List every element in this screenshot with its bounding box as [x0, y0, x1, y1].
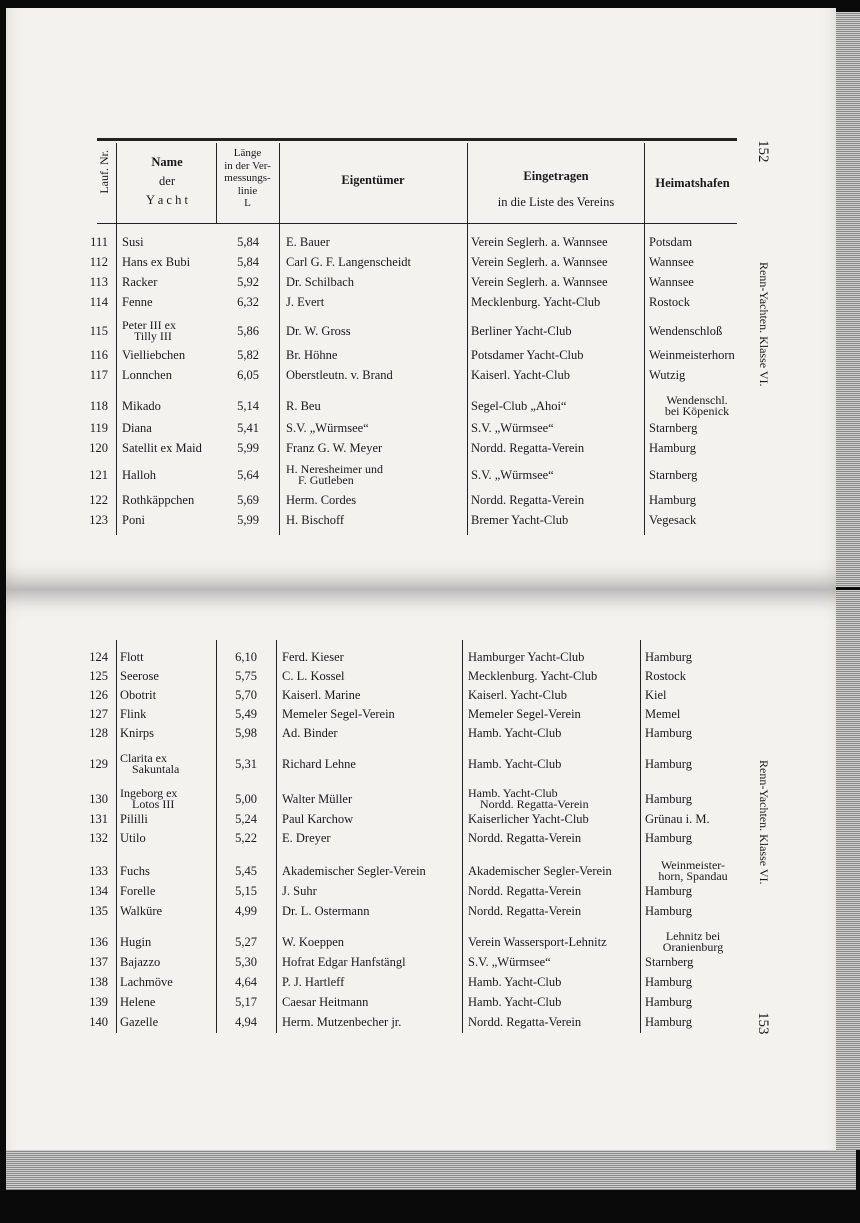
header-heimatshafen: Heimatshafen — [655, 176, 730, 190]
cell-laenge: 6,05 — [237, 368, 259, 382]
cell-verein: Nordd. Regatta-Verein — [468, 1015, 582, 1029]
cell-hafen: Rostock — [649, 295, 690, 309]
cell-verein — [468, 788, 646, 810]
cell-eigentuemer: Oberstleutn. v. Brand — [286, 368, 393, 382]
cell-nr: 123 — [89, 513, 108, 527]
cell-laenge: 5,75 — [235, 669, 257, 683]
cell-eigentuemer: C. L. Kossel — [282, 669, 345, 683]
cell-verein: Berliner Yacht-Club — [471, 324, 572, 338]
cell-name: Flott — [120, 650, 144, 664]
cell-name: Hugin — [120, 935, 152, 949]
table-row — [0, 829, 860, 848]
cell-verein: Potsdamer Yacht-Club — [471, 348, 584, 362]
cell-nr: 116 — [89, 348, 108, 362]
cell-nr: 132 — [89, 831, 108, 845]
header-eingetragen: Eingetragen in die Liste des Vereins — [497, 169, 615, 209]
cell-nr: 129 — [89, 757, 108, 771]
table-row — [0, 233, 860, 253]
cell-nr: 113 — [89, 275, 108, 289]
cell-verein: Nordd. Regatta-Verein — [468, 884, 582, 898]
cell-nr: 112 — [89, 255, 108, 269]
cell-laenge: 5,22 — [235, 831, 257, 845]
cell-hafen: Starnberg — [649, 421, 698, 435]
cell-hafen: Weinmeisterhorn — [649, 348, 735, 362]
cell-name: Vielliebchen — [122, 348, 186, 362]
cell-nr: 119 — [89, 421, 108, 435]
cell-hafen-line2: Oranienburg — [662, 940, 724, 954]
table-row — [0, 686, 860, 705]
cell-eigentuemer: J. Suhr — [282, 884, 317, 898]
cell-eigentuemer: E. Dreyer — [282, 831, 331, 845]
table-row — [0, 1013, 860, 1032]
cell-name-line2: Lotos III — [132, 797, 175, 811]
table-row — [0, 953, 860, 972]
cell-hafen: Hamburg — [645, 904, 692, 918]
cell-eigentuemer: Dr. W. Gross — [286, 324, 351, 338]
cell-nr: 140 — [89, 1015, 108, 1029]
cell-laenge: 4,64 — [235, 975, 257, 989]
table-row — [0, 882, 860, 901]
cell-verein: Mecklenburg. Yacht-Club — [471, 295, 601, 309]
cell-nr: 135 — [89, 904, 108, 918]
cell-nr: 120 — [89, 441, 108, 455]
cell-name-line2: Tilly III — [134, 329, 172, 343]
table-row — [0, 511, 860, 531]
table-row — [0, 491, 860, 511]
cell-hafen: Hamburg — [645, 726, 692, 740]
cell-name: Lonnchen — [122, 368, 172, 382]
table-row — [0, 810, 860, 829]
cell-laenge: 5,15 — [235, 884, 257, 898]
header-name: Name der Y a c h t — [146, 155, 188, 207]
cell-name: Seerose — [120, 669, 159, 683]
cell-laenge: 6,10 — [235, 650, 257, 664]
cell-hafen: Wannsee — [649, 275, 694, 289]
cell-nr: 115 — [89, 324, 108, 338]
cell-eigentuemer: Carl G. F. Langenscheidt — [286, 255, 412, 269]
cell-hafen: Wendenschloß — [649, 324, 723, 338]
cell-hafen — [649, 395, 745, 417]
cell-hafen-line2: bei Köpenick — [664, 404, 730, 418]
cell-eigentuemer: H. Bischoff — [286, 513, 345, 527]
cell-name — [120, 753, 216, 775]
cell-name — [122, 320, 218, 342]
cell-laenge: 5,30 — [235, 955, 257, 969]
cell-verein: Kaiserl. Yacht-Club — [471, 368, 570, 382]
cell-laenge: 5,69 — [237, 493, 259, 507]
cell-nr: 139 — [89, 995, 108, 1009]
cell-verein: Kaiserlicher Yacht-Club — [468, 812, 589, 826]
cell-name: Diana — [122, 421, 152, 435]
header-eigentuemer: Eigentümer — [341, 173, 405, 187]
cell-laenge: 4,94 — [235, 1015, 257, 1029]
cell-hafen: Hamburg — [645, 884, 692, 898]
cell-nr: 121 — [89, 468, 108, 482]
cell-hafen: Hamburg — [645, 650, 692, 664]
header-nr: Lauf. Nr. — [96, 150, 111, 194]
cell-eigentuemer: W. Koeppen — [282, 935, 345, 949]
cell-eigentuemer: Paul Karchow — [282, 812, 354, 826]
cell-eigentuemer: Br. Höhne — [286, 348, 338, 362]
cell-eigentuemer: E. Bauer — [286, 235, 330, 249]
cell-hafen: Wannsee — [649, 255, 694, 269]
cell-laenge: 5,84 — [237, 255, 259, 269]
cell-nr: 126 — [89, 688, 108, 702]
cell-eigentuemer: Herm. Cordes — [286, 493, 357, 507]
page-edge-bottom — [6, 1150, 856, 1190]
table-row — [0, 293, 860, 313]
cell-nr: 137 — [89, 955, 108, 969]
cell-verein: Akademischer Segler-Verein — [468, 864, 612, 878]
table-row — [0, 393, 860, 421]
cell-name: Walküre — [120, 904, 163, 918]
cell-laenge: 5,14 — [237, 399, 259, 413]
cell-verein: Nordd. Regatta-Verein — [471, 493, 585, 507]
cell-nr: 138 — [89, 975, 108, 989]
cell-eigentuemer: R. Beu — [286, 399, 321, 413]
cell-nr: 130 — [89, 792, 108, 806]
cell-name: Forelle — [120, 884, 156, 898]
cell-name: Bajazzo — [120, 955, 161, 969]
cell-eigentuemer: Franz G. W. Meyer — [286, 441, 383, 455]
cell-nr: 133 — [89, 864, 108, 878]
cell-verein: Hamb. Yacht-Club — [468, 995, 562, 1009]
cell-nr: 127 — [89, 707, 108, 721]
cell-name: Obotrit — [120, 688, 157, 702]
cell-name: Lachmöve — [120, 975, 173, 989]
cell-hafen-line1: Wendenschl. — [666, 393, 728, 407]
header-bottom-rule — [97, 223, 737, 224]
cell-verein: S.V. „Würmsee“ — [468, 955, 551, 969]
cell-laenge: 5,49 — [235, 707, 257, 721]
cell-eigentuemer-line1: H. Neresheimer und — [286, 462, 383, 476]
cell-eigentuemer: Memeler Segel-Verein — [282, 707, 395, 721]
cell-hafen: Hamburg — [645, 995, 692, 1009]
cell-hafen-line1: Weinmeister- — [660, 858, 726, 872]
cell-verein: Nordd. Regatta-Verein — [468, 904, 582, 918]
cell-laenge: 5,82 — [237, 348, 259, 362]
cell-nr: 111 — [90, 235, 108, 249]
cell-eigentuemer: Hofrat Edgar Hanfstängl — [282, 955, 406, 969]
cell-verein: S.V. „Würmsee“ — [471, 421, 554, 435]
cell-verein: Kaiserl. Yacht-Club — [468, 688, 567, 702]
cell-hafen: Potsdam — [649, 235, 693, 249]
cell-verein: Mecklenburg. Yacht-Club — [468, 669, 598, 683]
cell-hafen: Starnberg — [645, 955, 694, 969]
cell-name: Pililli — [120, 812, 148, 826]
cell-laenge: 5,31 — [235, 757, 257, 771]
cell-nr: 136 — [89, 935, 108, 949]
cell-name: Fuchs — [120, 864, 150, 878]
cell-verein-line2: Nordd. Regatta-Verein — [480, 797, 589, 811]
table-row — [0, 318, 860, 346]
cell-laenge: 5,41 — [237, 421, 259, 435]
cell-eigentuemer: S.V. „Würmsee“ — [286, 421, 369, 435]
cell-eigentuemer — [286, 464, 466, 486]
cell-nr: 124 — [89, 650, 108, 664]
cell-hafen: Kiel — [645, 688, 667, 702]
cell-verein: Verein Seglerh. a. Wannsee — [471, 235, 608, 249]
cell-laenge: 5,99 — [237, 513, 259, 527]
cell-name — [120, 788, 216, 810]
running-head-top: Renn-Yachten. Klasse VI. — [757, 262, 771, 387]
cell-nr: 117 — [89, 368, 108, 382]
cell-hafen: Vegesack — [649, 513, 697, 527]
cell-laenge: 5,92 — [237, 275, 259, 289]
cell-laenge: 5,86 — [237, 324, 259, 338]
table-row — [0, 439, 860, 459]
cell-name: Knirps — [120, 726, 155, 740]
cell-name: Utilo — [120, 831, 146, 845]
cell-hafen — [645, 931, 741, 953]
cell-eigentuemer: Ad. Binder — [282, 726, 338, 740]
cell-name: Satellit ex Maid — [122, 441, 202, 455]
cell-nr: 122 — [89, 493, 108, 507]
table-row — [0, 253, 860, 273]
cell-hafen-line2: horn, Spandau — [658, 869, 728, 883]
cell-name: Helene — [120, 995, 156, 1009]
cell-name: Gazelle — [120, 1015, 159, 1029]
table-row — [0, 462, 860, 490]
cell-laenge: 5,70 — [235, 688, 257, 702]
cell-hafen: Hamburg — [645, 1015, 692, 1029]
cell-verein: Memeler Segel-Verein — [468, 707, 581, 721]
cell-verein-line1: Hamb. Yacht-Club — [468, 786, 558, 800]
cell-laenge: 5,17 — [235, 995, 257, 1009]
cell-hafen: Starnberg — [649, 468, 698, 482]
cell-eigentuemer: Dr. Schilbach — [286, 275, 355, 289]
cell-hafen — [645, 860, 741, 882]
cell-verein: Segel-Club „Ahoi“ — [471, 399, 567, 413]
table-row — [0, 273, 860, 293]
cell-name-line1: Clarita ex — [120, 751, 167, 765]
cell-name: Poni — [122, 513, 145, 527]
cell-name: Fenne — [122, 295, 153, 309]
cell-eigentuemer: Walter Müller — [282, 792, 353, 806]
cell-eigentuemer: Kaiserl. Marine — [282, 688, 361, 702]
cell-laenge: 5,27 — [235, 935, 257, 949]
cell-laenge: 5,98 — [235, 726, 257, 740]
cell-name: Halloh — [122, 468, 157, 482]
cell-eigentuemer: Akademischer Segler-Verein — [282, 864, 426, 878]
page-number-bottom: 153 — [755, 1012, 771, 1035]
cell-laenge: 4,99 — [235, 904, 257, 918]
cell-eigentuemer: P. J. Hartleff — [282, 975, 345, 989]
cell-nr: 118 — [89, 399, 108, 413]
cell-laenge: 5,45 — [235, 864, 257, 878]
cell-hafen: Hamburg — [649, 493, 696, 507]
cell-name-line1: Ingeborg ex — [120, 786, 178, 800]
cell-verein: Hamburger Yacht-Club — [468, 650, 585, 664]
cell-nr: 131 — [89, 812, 108, 826]
cell-laenge: 5,64 — [237, 468, 259, 482]
cell-laenge: 5,99 — [237, 441, 259, 455]
cell-name: Hans ex Bubi — [122, 255, 191, 269]
cell-name: Mikado — [122, 399, 161, 413]
cell-name-line2: Sakuntala — [132, 762, 180, 776]
cell-name-line1: Peter III ex — [122, 318, 176, 332]
cell-eigentuemer: Herm. Mutzenbecher jr. — [282, 1015, 402, 1029]
cell-verein: Bremer Yacht-Club — [471, 513, 569, 527]
cell-hafen: Hamburg — [645, 975, 692, 989]
table-row — [0, 993, 860, 1012]
running-head-bottom: Renn-Yachten. Klasse VI. — [757, 760, 771, 885]
cell-eigentuemer: Dr. L. Ostermann — [282, 904, 370, 918]
cell-verein: Hamb. Yacht-Club — [468, 726, 562, 740]
table-row — [0, 366, 860, 386]
cell-verein: Nordd. Regatta-Verein — [468, 831, 582, 845]
cell-verein: S.V. „Würmsee“ — [471, 468, 554, 482]
cell-verein: Verein Wassersport-Lehnitz — [468, 935, 607, 949]
cell-hafen: Grünau i. M. — [645, 812, 710, 826]
table-row — [0, 902, 860, 921]
cell-verein: Hamb. Yacht-Club — [468, 975, 562, 989]
cell-hafen: Wutzig — [649, 368, 686, 382]
cell-name: Flink — [120, 707, 147, 721]
table-row — [0, 751, 860, 779]
cell-verein: Hamb. Yacht-Club — [468, 757, 562, 771]
cell-laenge: 6,32 — [237, 295, 259, 309]
cell-name: Racker — [122, 275, 158, 289]
cell-eigentuemer: Richard Lehne — [282, 757, 356, 771]
cell-eigentuemer: Ferd. Kieser — [282, 650, 344, 664]
cell-nr: 114 — [89, 295, 108, 309]
table-row — [0, 648, 860, 667]
table-row — [0, 346, 860, 366]
cell-verein: Verein Seglerh. a. Wannsee — [471, 275, 608, 289]
cell-hafen: Rostock — [645, 669, 686, 683]
cell-hafen: Hamburg — [649, 441, 696, 455]
page-number-top: 152 — [755, 140, 771, 163]
cell-verein: Verein Seglerh. a. Wannsee — [471, 255, 608, 269]
cell-laenge: 5,00 — [235, 792, 257, 806]
table-row — [0, 724, 860, 743]
cell-laenge: 5,24 — [235, 812, 257, 826]
cell-name: Susi — [122, 235, 144, 249]
cell-name: Rothkäppchen — [122, 493, 195, 507]
table-row — [0, 667, 860, 686]
header-laenge: Länge in der Ver- messungs- linie L — [224, 147, 271, 209]
cell-hafen: Hamburg — [645, 831, 692, 845]
table-row — [0, 973, 860, 992]
header-top-rule — [97, 138, 737, 141]
cell-laenge: 5,84 — [237, 235, 259, 249]
cell-hafen: Hamburg — [645, 757, 692, 771]
cell-hafen: Memel — [645, 707, 681, 721]
cell-hafen-line1: Lehnitz bei — [665, 929, 721, 943]
cell-nr: 128 — [89, 726, 108, 740]
cell-eigentuemer: J. Evert — [286, 295, 325, 309]
cell-eigentuemer: Caesar Heitmann — [282, 995, 369, 1009]
cell-nr: 125 — [89, 669, 108, 683]
cell-verein: Nordd. Regatta-Verein — [471, 441, 585, 455]
table-row — [0, 419, 860, 439]
cell-hafen: Hamburg — [645, 792, 692, 806]
table-row — [0, 705, 860, 724]
cell-eigentuemer-line2: F. Gutleben — [298, 473, 354, 487]
cell-nr: 134 — [89, 884, 108, 898]
